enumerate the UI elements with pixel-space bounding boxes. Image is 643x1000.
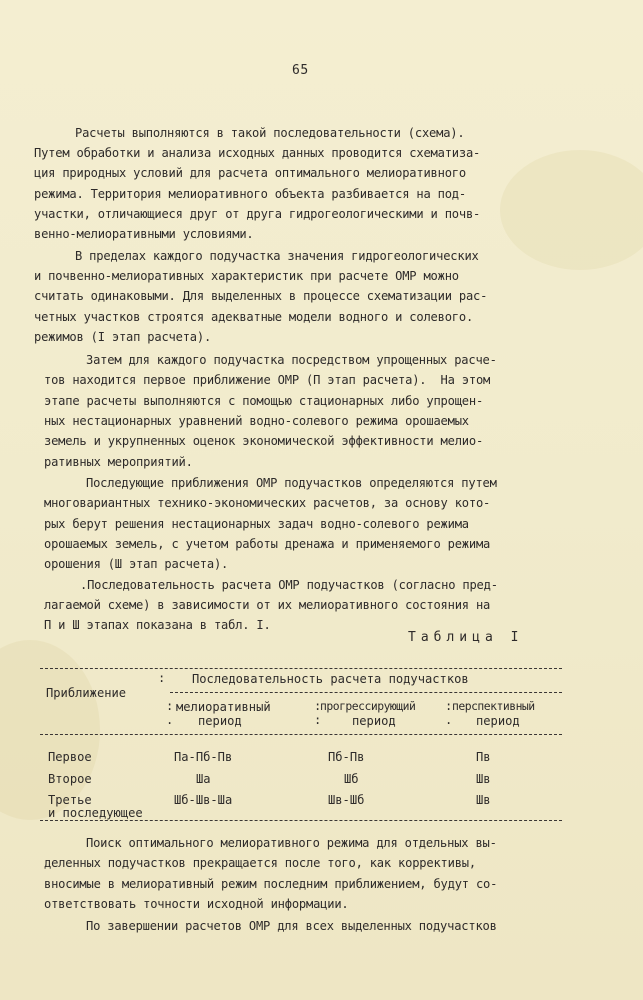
text-line: орошения (Ш этап расчета). bbox=[44, 557, 229, 571]
row-label: Первое bbox=[48, 750, 92, 764]
column-header: период bbox=[198, 714, 242, 728]
column-divider: . bbox=[445, 713, 453, 727]
text-line: ных нестационарных уравнений водно-солевого режима орошаемых bbox=[44, 414, 469, 428]
text-line: этапе расчеты выполняются с помощью стационарных либо упрощен- bbox=[44, 394, 484, 408]
table-rule bbox=[40, 820, 562, 821]
row-label: и последующее bbox=[48, 806, 143, 820]
text-line: деленных подучастков прекращается после того, как коррективы, bbox=[44, 856, 476, 870]
text-line: рых берут решения нестационарных задач водно-солевого режима bbox=[44, 517, 469, 531]
text-line: вносимые в мелиоративный режим последним приближением, будут со- bbox=[44, 877, 498, 891]
paper-stain bbox=[500, 150, 643, 270]
text-line: П и Ш этапах показана в табл. I. bbox=[44, 618, 271, 632]
header-group: Последовательность расчета подучастков bbox=[192, 672, 469, 686]
table-rule bbox=[170, 692, 562, 693]
text-line: Затем для каждого подучастка посредством упрощенных расче- bbox=[86, 353, 497, 367]
row-label: Второе bbox=[48, 772, 92, 786]
row-header: Приближение bbox=[46, 686, 127, 700]
text-line: .Последовательность расчета ОМР подучастков (согласно пред- bbox=[80, 578, 498, 592]
text-line: венно-мелиоративными условиями. bbox=[34, 227, 254, 241]
table-cell: Пв bbox=[476, 750, 491, 764]
text-line: участки, отличающиеся друг от друга гидрогеологическими и почв- bbox=[34, 207, 481, 221]
text-line: По завершении расчетов ОМР для всех выделенных подучастков bbox=[86, 919, 497, 933]
column-header: период bbox=[476, 714, 520, 728]
column-divider: : bbox=[314, 699, 322, 713]
column-divider: : bbox=[314, 713, 322, 727]
text-line: считать одинаковыми. Для выделенных в процессе схематизации рас- bbox=[34, 289, 488, 303]
text-line: ция природных условий для расчета оптимального мелиоративного bbox=[34, 166, 466, 180]
text-line: ративных мероприятий. bbox=[44, 455, 193, 469]
table-cell: Пб-Пв bbox=[328, 750, 365, 764]
text-line: Расчеты выполняются в такой последовательности (схема). bbox=[75, 126, 465, 140]
column-header: прогрессирующий bbox=[320, 699, 416, 713]
text-line: земель и укрупненных оценок экономической эффективности мелио- bbox=[44, 434, 484, 448]
column-divider: : bbox=[158, 671, 166, 685]
text-line: тов находится первое приближение ОМР (П этап расчета). На этом bbox=[44, 373, 491, 387]
table-cell: Шв bbox=[476, 793, 491, 807]
table-cell: Шб bbox=[344, 772, 359, 786]
page-number: 65 bbox=[292, 63, 309, 78]
table-cell: Шб-Шв-Ша bbox=[174, 793, 233, 807]
column-divider: : bbox=[445, 699, 453, 713]
column-header: перспективный bbox=[452, 699, 535, 713]
text-line: лагаемой схеме) в зависимости от их мелиоративного состояния на bbox=[44, 598, 491, 612]
table-cell: Па-Пб-Пв bbox=[174, 750, 233, 764]
text-line: четных участков строятся адекватные модели водного и солевого. bbox=[34, 310, 474, 324]
text-line: режимов (I этап расчета). bbox=[34, 330, 212, 344]
table-rule bbox=[40, 668, 562, 669]
text-line: Путем обработки и анализа исходных данных проводится схематиза- bbox=[34, 146, 481, 160]
text-line: и почвенно-мелиоративных характеристик при расчете ОМР можно bbox=[34, 269, 459, 283]
column-divider: . bbox=[166, 713, 174, 727]
table-caption: Таблица I bbox=[408, 630, 524, 645]
table-cell: Ша bbox=[196, 772, 211, 786]
text-line: Последующие приближения ОМР подучастков определяются путем bbox=[86, 476, 497, 490]
column-header: мелиоративный bbox=[176, 700, 271, 714]
text-line: ответствовать точности исходной информации. bbox=[44, 897, 349, 911]
table-rule bbox=[40, 734, 562, 735]
table-cell: Шв bbox=[476, 772, 491, 786]
text-line: режима. Территория мелиоративного объекта разбивается на под- bbox=[34, 187, 466, 201]
text-line: В пределах каждого подучастка значения гидрогеологических bbox=[75, 249, 479, 263]
column-divider: : bbox=[166, 699, 174, 713]
text-line: орошаемых земель, с учетом работы дренажа и применяемого режима bbox=[44, 537, 491, 551]
row-label: Третье bbox=[48, 793, 92, 807]
text-line: многовариантных технико-экономических расчетов, за основу кото- bbox=[44, 496, 491, 510]
table-cell: Шв-Шб bbox=[328, 793, 365, 807]
text-line: Поиск оптимального мелиоративного режима для отдельных вы- bbox=[86, 836, 497, 850]
column-header: период bbox=[352, 714, 396, 728]
